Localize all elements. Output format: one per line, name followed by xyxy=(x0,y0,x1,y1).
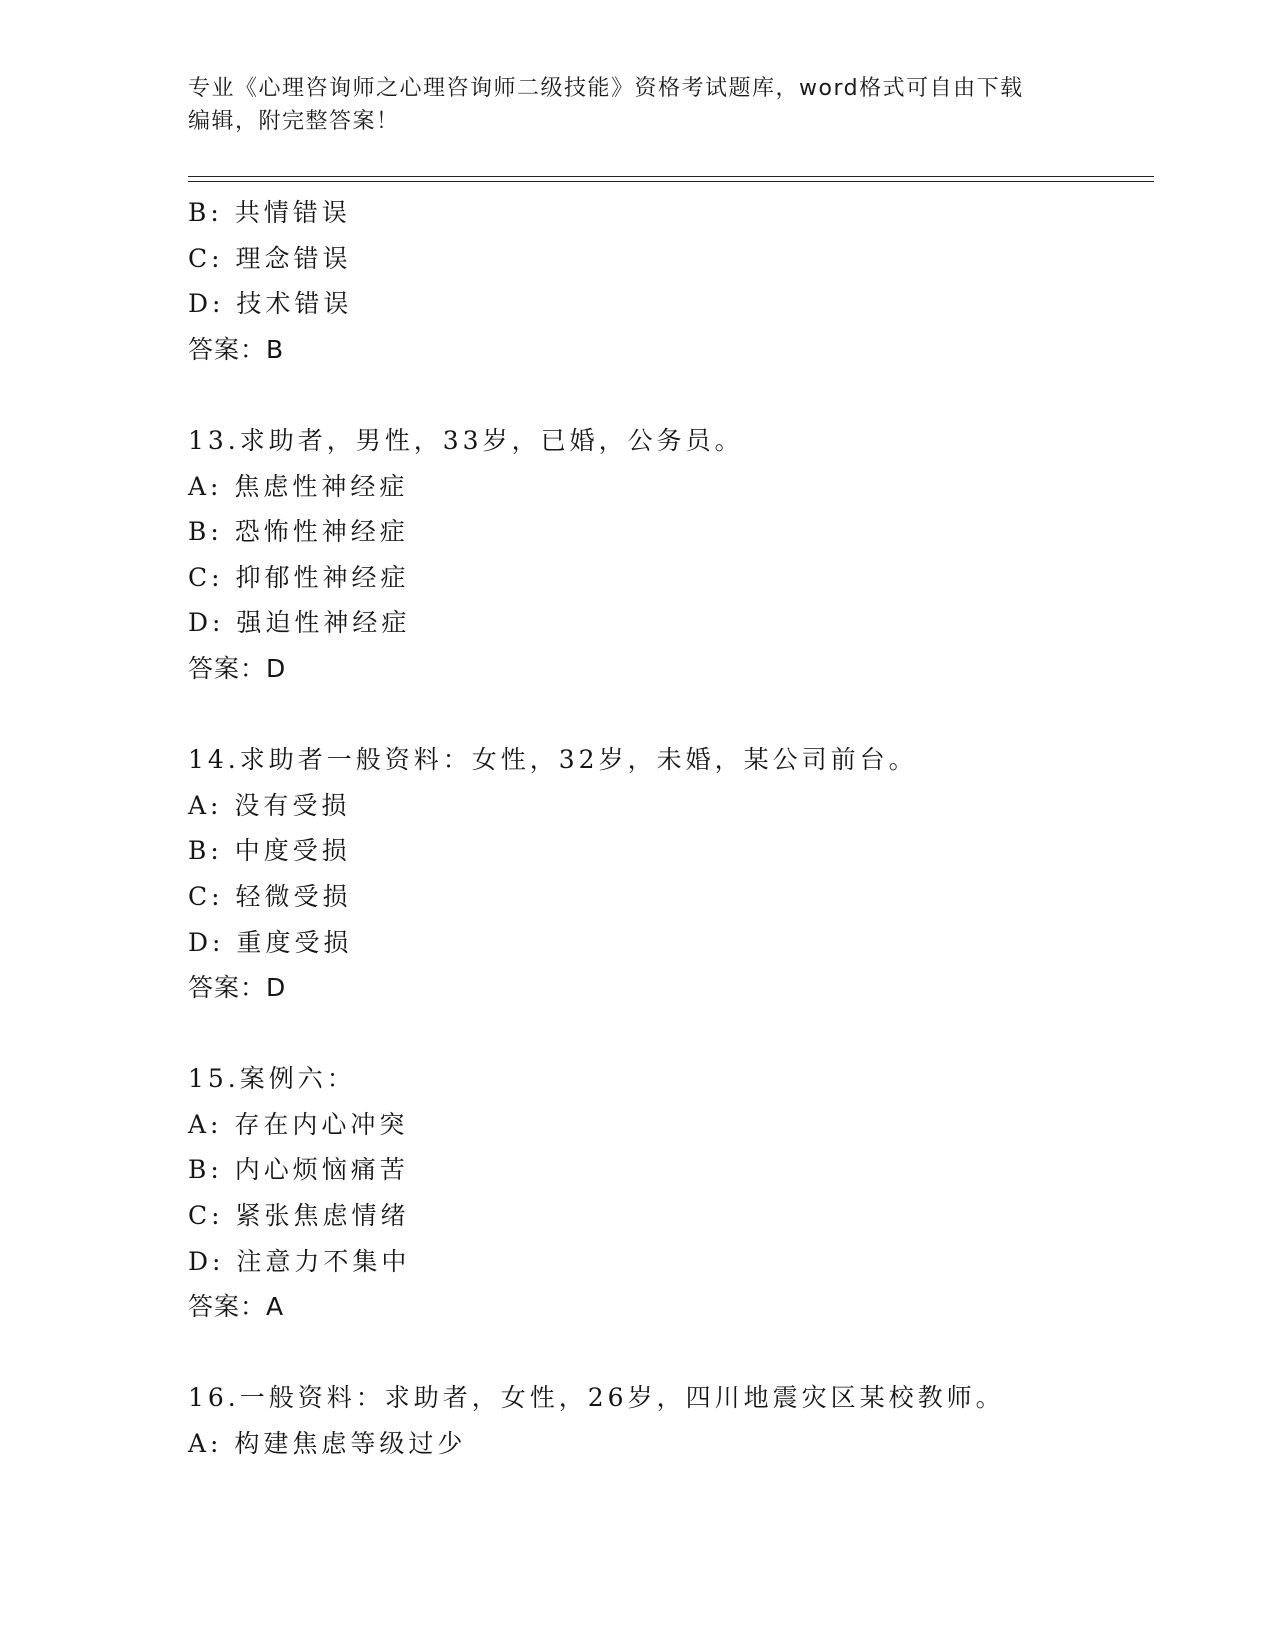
answer: 答案：D xyxy=(188,653,287,683)
document-header xyxy=(188,72,1088,138)
option-a: A: 构建焦虑等级过少 xyxy=(188,1429,467,1459)
question-13 xyxy=(188,418,1148,692)
option-b: B: 内心烦恼痛苦 xyxy=(188,1155,409,1185)
question-14 xyxy=(188,737,1148,1011)
question-12-tail xyxy=(188,190,1148,372)
option-d: D: 技术错误 xyxy=(188,289,353,319)
option-d: D: 注意力不集中 xyxy=(188,1246,411,1276)
spacer xyxy=(188,372,1148,418)
header-line-1: 专业《心理咨询师之心理咨询师二级技能》资格考试题库，word格式可自由下载 xyxy=(188,76,1024,101)
option-c: C: 理念错误 xyxy=(188,243,352,273)
option-c: C: 紧张焦虑情绪 xyxy=(188,1201,410,1231)
question-text: 16.一般资料：求助者，女性，26岁，四川地震灾区某校教师。 xyxy=(188,1383,1005,1413)
option-c: C: 轻微受损 xyxy=(188,881,352,911)
option-d: D: 重度受损 xyxy=(188,927,353,957)
option-b: B: 共情错误 xyxy=(188,198,351,227)
option-a: A: 没有受损 xyxy=(188,790,351,820)
question-text: 13.求助者，男性，33岁，已婚，公务员。 xyxy=(188,425,744,455)
question-text: 14.求助者一般资料：女性，32岁，未婚，某公司前台。 xyxy=(188,745,918,775)
answer: 答案：D xyxy=(188,973,287,1003)
option-b: B: 恐怖性神经症 xyxy=(188,517,409,547)
header-rule-top xyxy=(188,176,1154,177)
question-text: 15.案例六： xyxy=(188,1064,356,1094)
spacer xyxy=(188,1011,1148,1057)
header-line-2: 编辑，附完整答案！ xyxy=(188,109,400,134)
spacer xyxy=(188,1330,1148,1376)
option-b: B: 中度受损 xyxy=(188,836,351,866)
option-c: C: 抑郁性神经症 xyxy=(188,562,410,592)
answer: 答案：B xyxy=(188,334,285,364)
option-a: A: 焦虑性神经症 xyxy=(188,471,409,501)
question-list xyxy=(188,190,1148,1467)
option-a: A: 存在内心冲突 xyxy=(188,1109,409,1139)
answer: 答案：A xyxy=(188,1292,285,1322)
option-d: D: 强迫性神经症 xyxy=(188,608,411,638)
question-16 xyxy=(188,1375,1148,1466)
spacer xyxy=(188,692,1148,738)
header-rule-bottom xyxy=(188,181,1154,182)
question-15 xyxy=(188,1056,1148,1330)
